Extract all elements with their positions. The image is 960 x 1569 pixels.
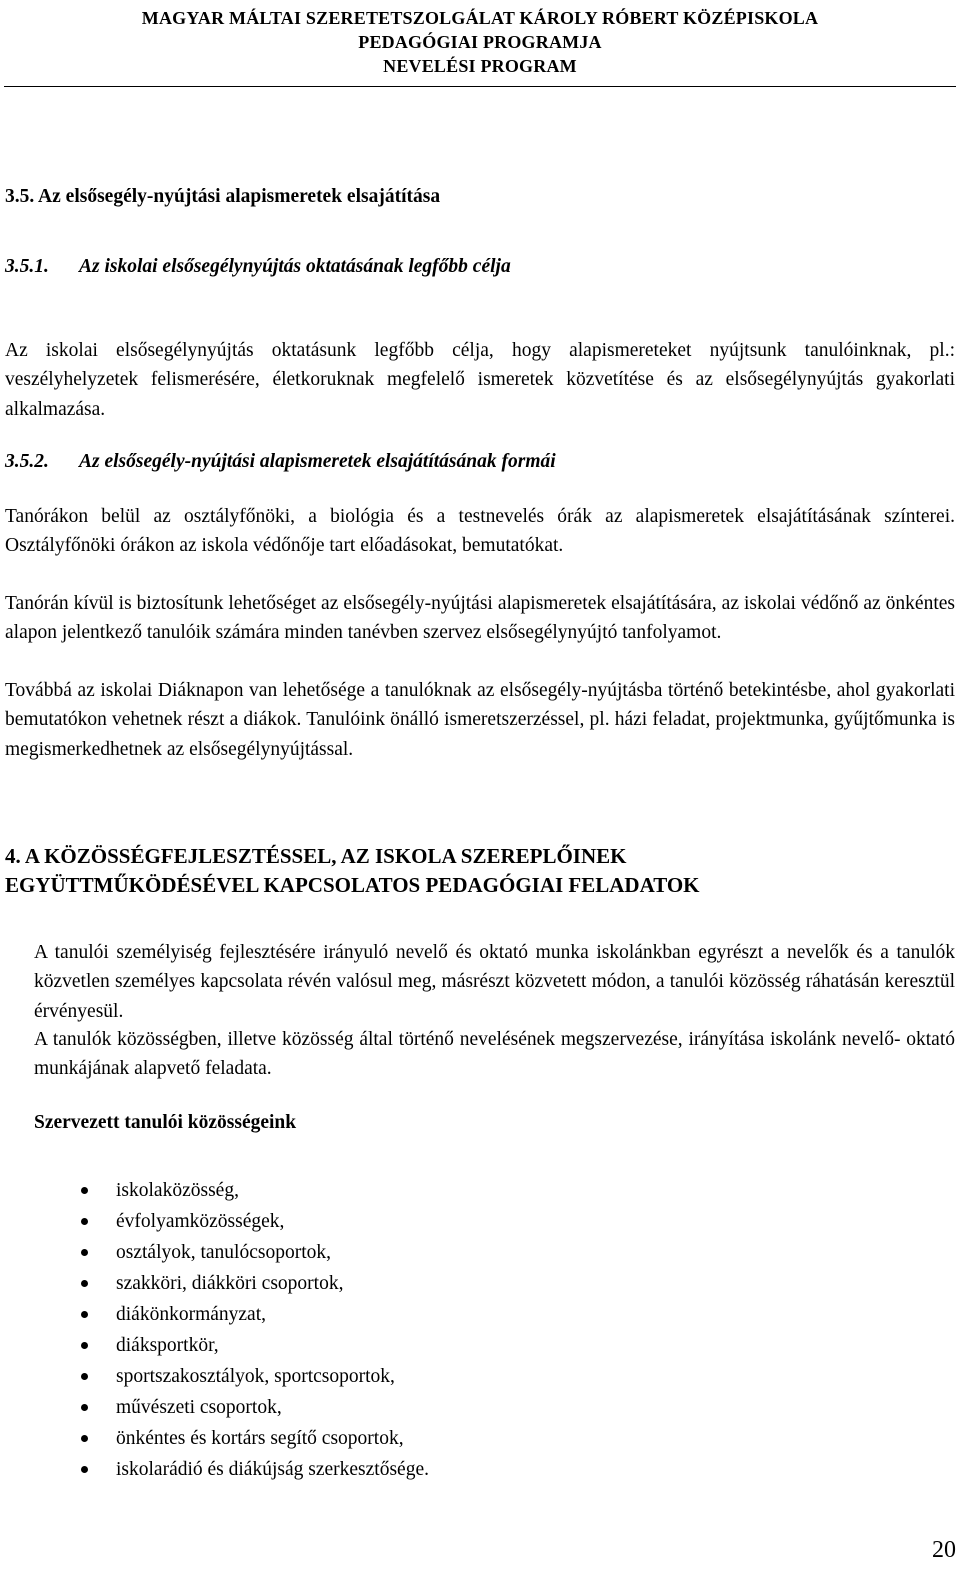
list-item xyxy=(0,1299,429,1330)
list-item-text: diáksportkör, xyxy=(116,1335,219,1356)
header-program-title: PEDAGÓGIAI PROGRAMJA xyxy=(358,32,602,52)
bullet-icon xyxy=(81,1218,88,1225)
list-item xyxy=(0,1361,429,1392)
chapter-heading-4 xyxy=(5,842,955,900)
page-header xyxy=(0,6,960,78)
list-item-text: sportszakosztályok, sportcsoportok, xyxy=(116,1366,395,1387)
list-item-text: osztályok, tanulócsoportok, xyxy=(116,1242,332,1263)
subsection-heading-3-5-1 xyxy=(5,256,511,278)
subsection-number: 3.5.2. xyxy=(5,451,49,472)
list-item xyxy=(0,1175,429,1206)
paragraph-forms-1: Tanórákon belül az osztályfőnöki, a biológia és a testnevelés órák az alapismeretek elsajátításának színterei. Osztályfőnöki órákon az iskola védőnője tart előadásokat, bemutatókat. xyxy=(5,506,955,557)
bullet-icon xyxy=(81,1249,88,1256)
paragraph-goal: Az iskolai elsősegélynyújtás oktatásunk legfőbb célja, hogy alapismereteket nyújtsunk tanulóinknak, pl.: veszélyhelyzetek felismerésére, életkoruknak megfelelő ismeretek közvetítése és az elsősegélynyújtás gyakorlati alkalmazása. xyxy=(5,340,955,420)
chapter-title-line-2: EGYÜTTMŰKÖDÉSÉVEL KAPCSOLATOS PEDAGÓGIAI FELADATOK xyxy=(5,873,700,897)
bullet-icon xyxy=(81,1311,88,1318)
bullet-icon xyxy=(81,1404,88,1411)
paragraph-forms-2: Tanórán kívül is biztosítunk lehetőséget az elsősegély-nyújtási alapismeretek elsajátítására, az iskolai védőnő az önkéntes alapon jelentkező tanulóik számára minden tanévben szervez elsősegélynyújtó tanfolyamot. xyxy=(5,593,955,644)
list-item-text: évfolyamközösségek, xyxy=(116,1211,285,1232)
list-item xyxy=(0,1206,429,1237)
list-item xyxy=(0,1423,429,1454)
bullet-icon xyxy=(81,1466,88,1473)
bullet-icon xyxy=(81,1435,88,1442)
subsection-number: 3.5.1. xyxy=(5,256,49,277)
list-item xyxy=(0,1330,429,1361)
communities-heading: Szervezett tanulói közösségeink xyxy=(34,1112,297,1133)
section-heading-3-5: 3.5. Az elsősegély-nyújtási alapismeretek elsajátítása xyxy=(5,186,441,207)
paragraph-community-1: A tanulói személyiség fejlesztésére irányuló nevelő és oktató munka iskolánkban egyrészt a nevelők és a tanulók közvetlen személyes kapcsolata révén valósul meg, másrészt közvetett módon, a tanulói közösség ráhatásán keresztül érvényesül. xyxy=(34,942,955,1022)
subsection-heading-3-5-2 xyxy=(5,451,556,473)
list-item-text: művészeti csoportok, xyxy=(116,1397,282,1418)
communities-list xyxy=(0,1175,429,1485)
list-item xyxy=(0,1454,429,1485)
page-number: 20 xyxy=(932,1537,956,1563)
header-divider xyxy=(4,86,956,87)
paragraph-forms-3: Továbbá az iskolai Diáknapon van lehetősége a tanulóknak az elsősegély-nyújtásba történő betekintésbe, ahol gyakorlati bemutatókon vehetnek részt a diákok. Tanulóink önálló ismeretszerzéssel, pl. házi feladat, projektmunka, gyűjtőmunka is megismerkedhetnek az elsősegélynyújtással. xyxy=(5,680,955,760)
bullet-icon xyxy=(81,1187,88,1194)
header-program-subtitle: NEVELÉSI PROGRAM xyxy=(383,56,577,76)
list-item xyxy=(0,1237,429,1268)
subsection-title: Az iskolai elsősegélynyújtás oktatásának legfőbb célja xyxy=(79,256,511,277)
chapter-title-line-1: 4. A KÖZÖSSÉGFEJLESZTÉSSEL, AZ ISKOLA SZEREPLŐINEK xyxy=(5,844,627,868)
list-item-text: szakköri, diákköri csoportok, xyxy=(116,1273,344,1294)
list-item-text: iskolaközösség, xyxy=(116,1180,239,1201)
list-item-text: iskolarádió és diákújság szerkesztősége. xyxy=(116,1459,429,1480)
list-item xyxy=(0,1268,429,1299)
paragraph-community-2: A tanulók közösségben, illetve közösség által történő nevelésének megszervezése, irányítása iskolánk nevelő- oktató munkájának alapvető feladata. xyxy=(34,1029,955,1080)
header-school-name: MAGYAR MÁLTAI SZERETETSZOLGÁLAT KÁROLY RÓBERT KÖZÉPISKOLA xyxy=(141,8,819,28)
subsection-title: Az elsősegély-nyújtási alapismeretek elsajátításának formái xyxy=(79,451,556,472)
bullet-icon xyxy=(81,1280,88,1287)
list-item-text: önkéntes és kortárs segítő csoportok, xyxy=(116,1428,404,1449)
list-item xyxy=(0,1392,429,1423)
list-item-text: diákönkormányzat, xyxy=(116,1304,266,1325)
bullet-icon xyxy=(81,1373,88,1380)
bullet-icon xyxy=(81,1342,88,1349)
